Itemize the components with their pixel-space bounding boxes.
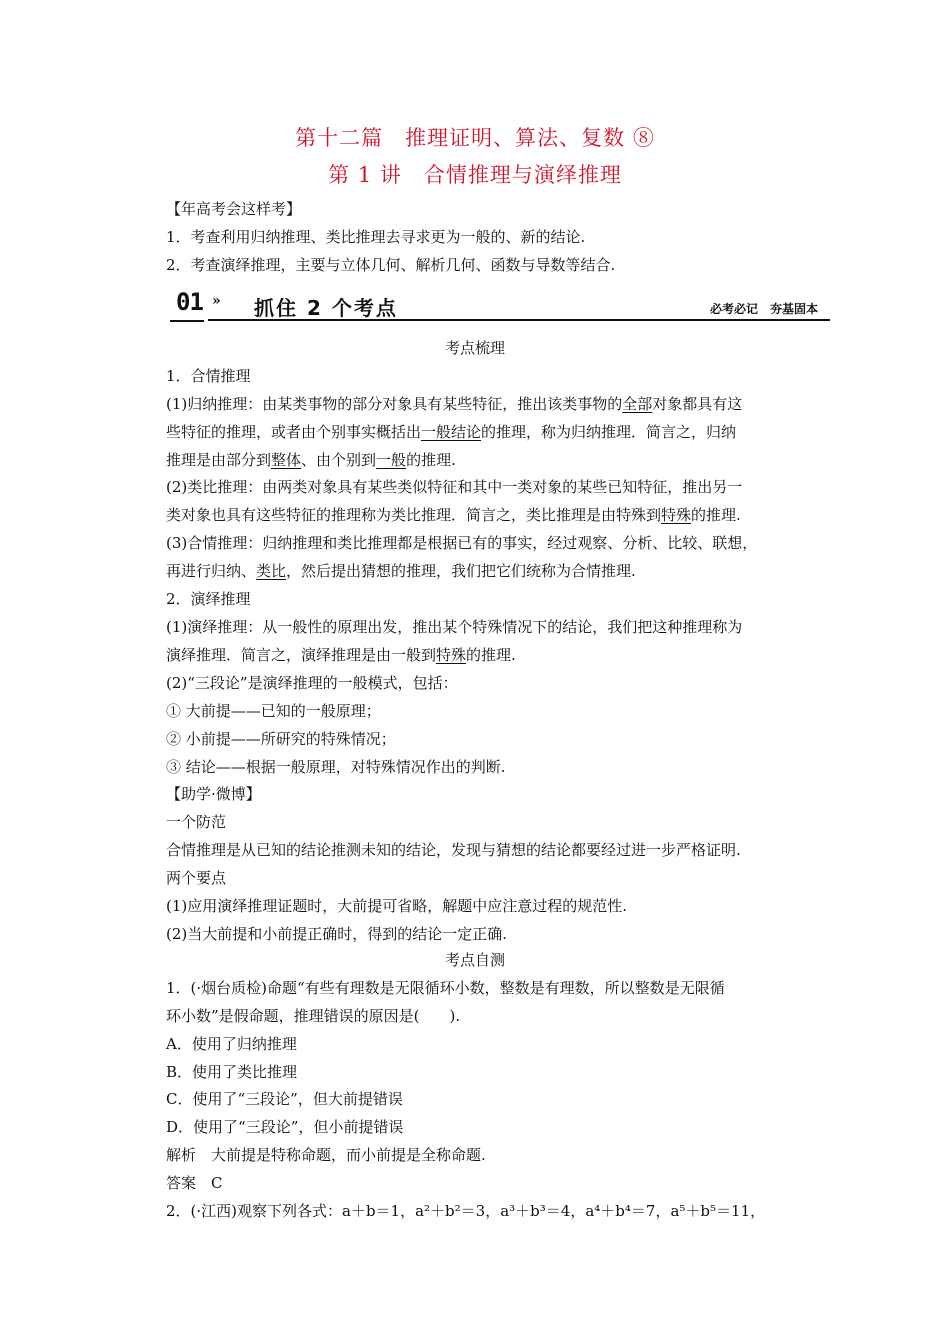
q2-stem: 2．(·江西)观察下列各式：a＋b＝1，a²＋b²＝3，a³＋b³＝4，a⁴＋b⁴＝7，a⁵＋b⁵＝11， (166, 1202, 766, 1220)
banner-arrow-icon: » (212, 293, 221, 309)
syllogism-major: ① 大前提——已知的一般原理； (166, 702, 381, 720)
tips-points-title: 两个要点 (166, 869, 227, 887)
para-induction-3: 推理是由部分到整体、由个别到一般的推理. (166, 451, 456, 469)
section-title-selftest: 考点自测 (444, 951, 505, 969)
q1-option-b: B．使用了类比推理 (166, 1063, 298, 1081)
heading-inductive-analogical: 1．合情推理 (166, 367, 251, 385)
q1-stem-1: 1．(·烟台质检)命题“有些有理数是无限循环小数，整数是有理数，所以整数是无限循 (166, 979, 725, 997)
tips-heading: 【助学·微博】 (166, 785, 261, 803)
banner-number: 01 (176, 288, 203, 316)
banner-heading: 抓住 2 个考点 (254, 296, 398, 320)
para-deductive-1: (1)演绎推理：从一般性的原理出发，推出某个特殊情况下的结论，我们把这种推理称为 (166, 618, 743, 636)
syllogism-minor: ② 小前提——所研究的特殊情况； (166, 730, 396, 748)
section-title-review: 考点梳理 (444, 339, 505, 357)
para-induction-2: 些特征的推理，或者由个别事实概括出一般结论的推理，称为归纳推理．简言之，归纳 (166, 423, 737, 441)
tips-point-2: (2)当大前提和小前提正确时，得到的结论一定正确. (166, 925, 508, 943)
para-syllogism: (2)“三段论”是演绎推理的一般模式，包括： (166, 674, 458, 692)
para-deductive-2: 演绎推理．简言之，演绎推理是由一般到特殊的推理. (166, 646, 516, 664)
q1-option-c: C．使用了“三段论”，但大前提错误 (166, 1090, 403, 1108)
chapter-title: 第十二篇 推理证明、算法、复数 ⑧ (295, 126, 655, 150)
para-plausible-1: (3)合情推理：归纳推理和类比推理都是根据已有的事实，经过观察、分析、比较、联想， (166, 534, 758, 552)
exam-heading: 【年高考会这样考】 (166, 200, 302, 218)
para-analogy-1: (2)类比推理：由两类对象具有某些类似特征和其中一类对象的某些已知特征，推出另一 (166, 478, 743, 496)
section-banner (170, 286, 830, 322)
q1-option-d: D．使用了“三段论”，但小前提错误 (166, 1118, 404, 1136)
banner-tagline: 必考必记 夯基固本 (709, 302, 818, 316)
exam-item-1: 1．考查利用归纳推理、类比推理去寻求更为一般的、新的结论. (166, 228, 586, 246)
para-induction-1: (1)归纳推理：由某类事物的部分对象具有某些特征，推出该类事物的全部对象都具有这 (166, 395, 743, 413)
tips-caution-title: 一个防范 (166, 813, 227, 831)
syllogism-conclusion: ③ 结论——根据一般原理，对特殊情况作出的判断. (166, 758, 506, 776)
q1-analysis: 解析 大前提是特称命题，而小前提是全称命题. (166, 1146, 486, 1164)
exam-item-2: 2．考查演绎推理，主要与立体几何、解析几何、函数与导数等结合. (166, 256, 616, 274)
tips-caution-text: 合情推理是从已知的结论推测未知的结论，发现与猜想的结论都要经过进一步严格证明. (166, 841, 741, 859)
banner-rule (208, 319, 830, 321)
q1-answer: 答案 C (166, 1174, 223, 1192)
lesson-title: 第 1 讲 合情推理与演绎推理 (328, 163, 622, 187)
heading-deductive: 2．演绎推理 (166, 590, 251, 608)
para-analogy-2: 类对象也具有这些特征的推理称为类比推理．简言之，类比推理是由特殊到特殊的推理. (166, 506, 741, 524)
tips-point-1: (1)应用演绎推理证题时，大前提可省略，解题中应注意过程的规范性. (166, 897, 628, 915)
para-plausible-2: 再进行归纳、类比，然后提出猜想的推理，我们把它们统称为合情推理. (166, 562, 636, 580)
q1-stem-2: 环小数”是假命题，推理错误的原因是( ). (166, 1007, 461, 1025)
q1-option-a: A．使用了归纳推理 (166, 1035, 297, 1053)
